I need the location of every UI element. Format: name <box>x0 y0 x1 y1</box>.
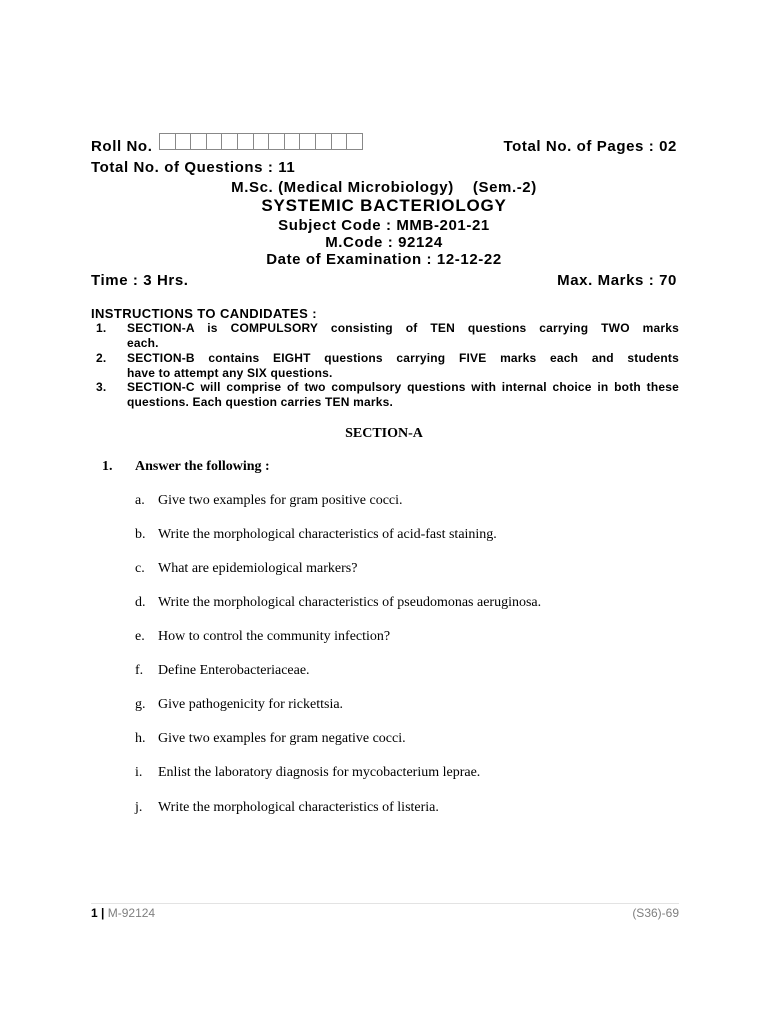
roll-no-box <box>331 133 348 150</box>
question-number: 1. <box>102 459 113 474</box>
subquestion-text: Give pathogenicity for rickettsia. <box>158 697 344 712</box>
subquestion-letter: h. <box>135 731 146 746</box>
subquestion-text: Give two examples for gram positive cocci. <box>158 493 403 508</box>
max-marks: Max. Marks : 70 <box>557 272 677 289</box>
roll-no-box <box>299 133 316 150</box>
instruction-number: 1. <box>96 321 107 335</box>
subquestion-text: What are epidemiological markers? <box>158 561 358 576</box>
section-title: SECTION-A <box>345 426 423 441</box>
instruction-item <box>91 351 679 381</box>
subquestion-letter: c. <box>135 561 145 576</box>
footer-right: (S36)-69 <box>632 906 679 920</box>
roll-no-box <box>284 133 301 150</box>
question-text: Answer the following : <box>135 459 270 474</box>
subquestion-text: Write the morphological characteristics of listeria. <box>158 800 439 815</box>
roll-no-box <box>237 133 254 150</box>
subject-title: SYSTEMIC BACTERIOLOGY <box>261 196 507 215</box>
instruction-item <box>91 321 679 351</box>
subquestion-letter: i. <box>135 765 143 780</box>
subquestion-text: Give two examples for gram negative cocci. <box>158 731 406 746</box>
roll-no-box <box>268 133 285 150</box>
instruction-item <box>91 380 679 410</box>
subquestion-text: Write the morphological characteristics of acid-fast staining. <box>158 527 497 542</box>
roll-no-box <box>190 133 207 150</box>
subquestion-letter: j. <box>135 800 143 815</box>
subquestion-text: Write the morphological characteristics of pseudomonas aeruginosa. <box>158 595 542 610</box>
roll-no-box <box>206 133 223 150</box>
instruction-text: questions. Each question carries TEN marks. <box>127 394 394 409</box>
course-line: M.Sc. (Medical Microbiology) (Sem.-2) <box>231 179 537 196</box>
m-code: M.Code : 92124 <box>325 234 443 251</box>
subquestion-letter: e. <box>135 629 145 644</box>
total-pages: Total No. of Pages : 02 <box>503 138 677 155</box>
roll-no-box <box>175 133 192 150</box>
roll-no-box <box>346 133 363 150</box>
subquestion-text: Define Enterobacteriaceae. <box>158 663 310 678</box>
subquestion-text: Enlist the laboratory diagnosis for mycobacterium leprae. <box>158 765 481 780</box>
instruction-text: each. <box>127 335 159 350</box>
instruction-text: SECTION-A is COMPULSORY consisting of TEN questions carrying TWO marks <box>127 321 679 335</box>
instruction-text: SECTION-B contains EIGHT questions carrying FIVE marks each and students <box>127 351 679 365</box>
instruction-text: SECTION-C will comprise of two compulsory questions with internal choice in both these <box>127 380 679 394</box>
subquestion-letter: g. <box>135 697 146 712</box>
instruction-number: 3. <box>96 380 107 394</box>
subquestion-text: How to control the community infection? <box>158 629 391 644</box>
footer-left <box>91 906 155 920</box>
subquestion-letter: b. <box>135 527 146 542</box>
subject-code: Subject Code : MMB-201-21 <box>278 217 490 234</box>
subquestion-letter: a. <box>135 493 145 508</box>
roll-no-box <box>221 133 238 150</box>
exam-date: Date of Examination : 12-12-22 <box>266 251 502 268</box>
footer-separator: | <box>101 906 105 920</box>
roll-no-box <box>315 133 332 150</box>
roll-no-box <box>253 133 270 150</box>
roll-no-label: Roll No. <box>91 138 153 155</box>
subquestion-letter: f. <box>135 663 144 678</box>
instructions-title: INSTRUCTIONS TO CANDIDATES : <box>91 306 317 321</box>
footer-divider <box>91 903 679 904</box>
footer-code: M-92124 <box>107 906 156 920</box>
subquestion-letter: d. <box>135 595 146 610</box>
page-number: 1 <box>91 906 98 920</box>
instruction-text: have to attempt any SIX questions. <box>127 365 333 380</box>
instruction-number: 2. <box>96 351 107 365</box>
total-questions: Total No. of Questions : 11 <box>91 159 296 176</box>
time-allowed: Time : 3 Hrs. <box>91 272 189 289</box>
roll-no-boxes <box>159 133 363 150</box>
roll-no-box <box>159 133 176 150</box>
